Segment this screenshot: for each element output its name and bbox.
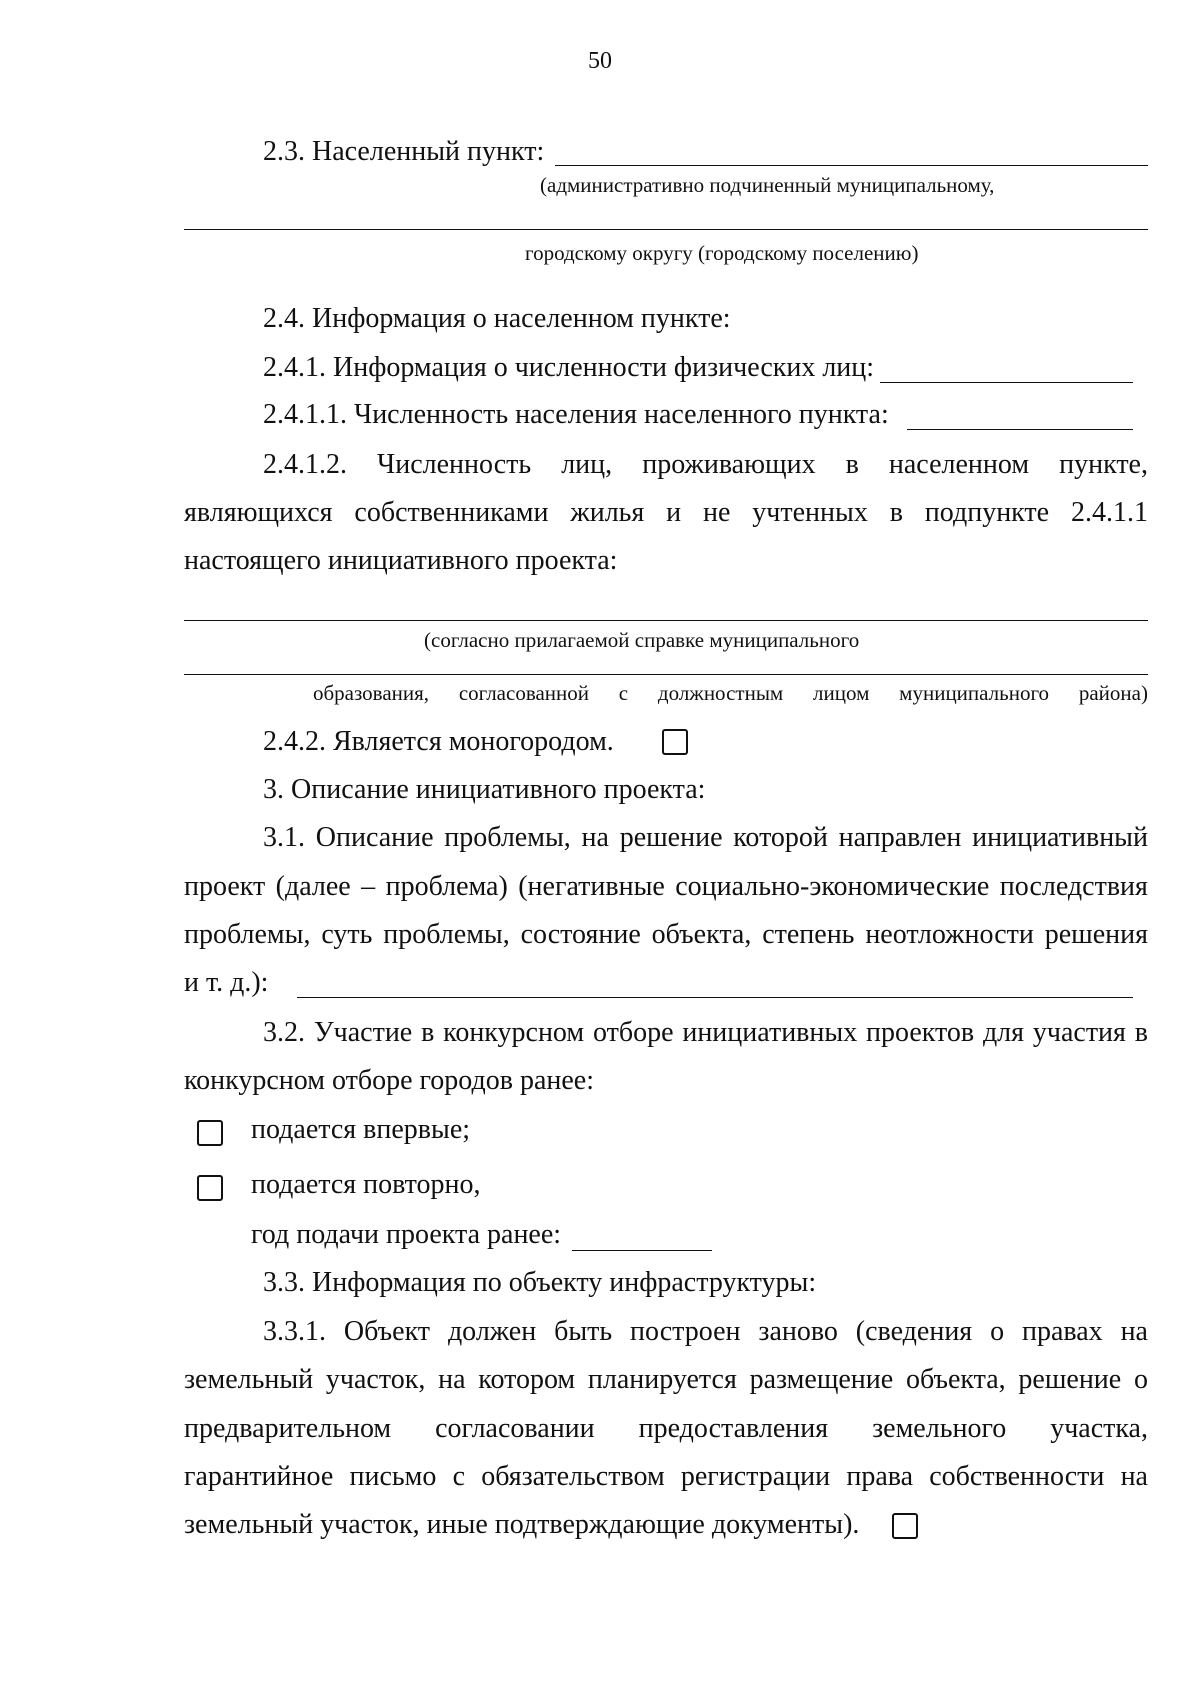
- new-construction-line-2: земельный участок, на котором планируется размещение объекта, решение о: [184, 1364, 1148, 1395]
- population-info-label: 2.4.1. Информация о численности физических лиц:: [263, 352, 875, 383]
- problem-description-input-line[interactable]: [297, 997, 1133, 998]
- settlement-population-input-line[interactable]: [907, 429, 1133, 430]
- page-number: 50: [588, 48, 612, 74]
- new-construction-checkbox[interactable]: [892, 1513, 918, 1539]
- problem-description-line-3: проблемы, суть проблемы, состояние объекта, степень неотложности решения: [184, 919, 1148, 950]
- project-description-heading: 3. Описание инициативного проекта:: [263, 774, 706, 805]
- new-construction-line-3: предварительном согласовании предоставления земельного участка,: [184, 1413, 1148, 1444]
- settlement-input-line-2[interactable]: [184, 229, 1148, 230]
- owners-count-input-line-2[interactable]: [184, 674, 1148, 675]
- problem-description-line-2: проект (далее – проблема) (негативные социально-экономические последствия: [184, 871, 1148, 902]
- settlement-population-label: 2.4.1.1. Численность населения населенного пункта:: [263, 399, 889, 430]
- first-submission-checkbox[interactable]: [197, 1120, 223, 1146]
- new-construction-line-1: 3.3.1. Объект должен быть построен заново (сведения о правах на: [263, 1316, 1148, 1347]
- owners-count-hint-1: (согласно прилагаемой справке муниципального: [424, 628, 860, 652]
- owners-count-hint-2: образования, согласованной с должностным лицом муниципального района): [313, 681, 1148, 705]
- first-submission-label: подается впервые;: [251, 1114, 471, 1145]
- settlement-hint-1: (административно подчиненный муниципальному,: [540, 173, 995, 197]
- problem-description-line-1: 3.1. Описание проблемы, на решение которой направлен инициативный: [263, 822, 1148, 853]
- monotown-label: 2.4.2. Является моногородом.: [263, 726, 614, 757]
- new-construction-line-4: гарантийное письмо с обязательством регистрации права собственности на: [184, 1461, 1148, 1492]
- settlement-label: 2.3. Населенный пункт:: [263, 136, 545, 167]
- infrastructure-heading: 3.3. Информация по объекту инфраструктуры:: [263, 1267, 817, 1298]
- prior-participation-line-1: 3.2. Участие в конкурсном отборе инициативных проектов для участия в: [263, 1017, 1148, 1048]
- repeat-submission-checkbox[interactable]: [197, 1175, 223, 1201]
- new-construction-line-5: земельный участок, иные подтверждающие документы).: [184, 1509, 860, 1540]
- owners-count-line-2: являющихся собственниками жилья и не учтенных в подпункте 2.4.1.1: [184, 497, 1148, 528]
- owners-count-input-line[interactable]: [184, 620, 1148, 621]
- settlement-hint-2: городскому округу (городскому поселению): [525, 241, 919, 265]
- prior-participation-line-2: конкурсном отборе городов ранее:: [184, 1065, 595, 1096]
- prior-year-input-line[interactable]: [572, 1250, 712, 1251]
- settlement-input-line[interactable]: [555, 165, 1148, 166]
- repeat-submission-label: подается повторно,: [251, 1169, 481, 1200]
- prior-year-label: год подачи проекта ранее:: [251, 1219, 562, 1250]
- settlement-info-heading: 2.4. Информация о населенном пункте:: [263, 303, 731, 334]
- owners-count-line-1: 2.4.1.2. Численность лиц, проживающих в населенном пункте,: [263, 449, 1148, 480]
- population-info-input-line[interactable]: [880, 382, 1133, 383]
- problem-description-line-4: и т. д.):: [184, 967, 269, 998]
- monotown-checkbox[interactable]: [662, 729, 688, 755]
- owners-count-line-3: настоящего инициативного проекта:: [184, 545, 618, 576]
